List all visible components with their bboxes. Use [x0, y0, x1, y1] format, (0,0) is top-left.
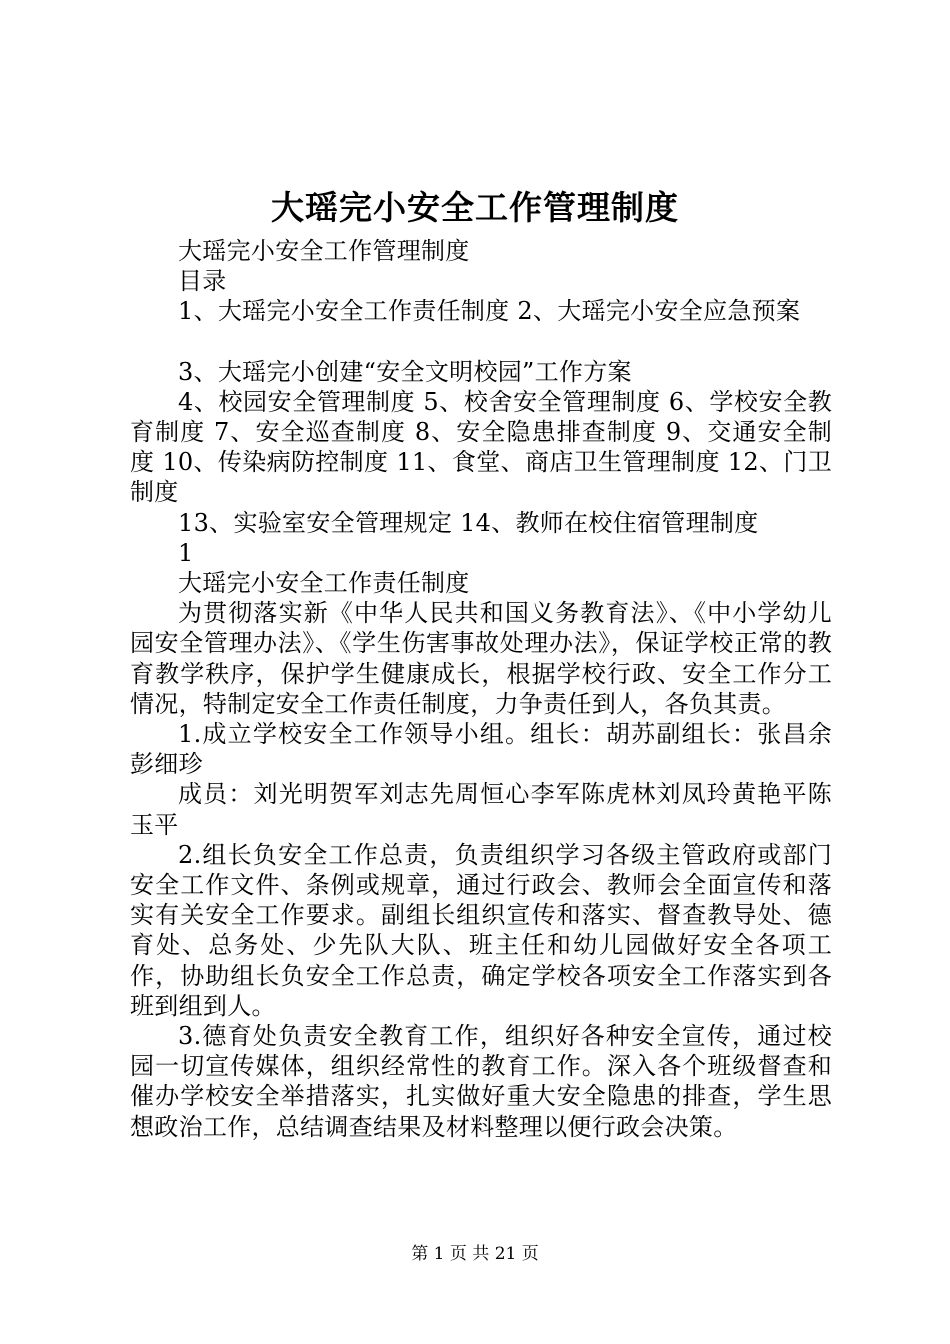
- paragraph-item-3: 3.德育处负责安全教育工作，组织好各种安全宣传，通过校园一切宣传媒体，组织经常性的教育工作。深入各个班级督查和催办学校安全举措落实，扎实做好重大安全隐患的排查，学生思想政治工作，总结调查结果及材料整理以便行政会决策。: [130, 1022, 832, 1141]
- paragraph-toc-4: 4、校园安全管理制度 5、校舍安全管理制度 6、学校安全教育制度 7、安全巡查制度 8、安全隐患排查制度 9、交通安全制度 10、传染病防控制度 11、食堂、商店卫生管理制度 12、门卫制度: [130, 387, 832, 507]
- paragraph-toc-13: 13、实验室安全管理规定 14、教师在校住宿管理制度: [178, 508, 759, 537]
- paragraph-item-1: 1.成立学校安全工作领导小组。组长：胡苏副组长：张昌余彭细珍: [130, 720, 832, 779]
- page-footer: 第 1 页 共 21 页: [411, 1244, 539, 1264]
- document-body: [130, 236, 832, 1142]
- paragraph-section-title: 大瑶完小安全工作责任制度: [178, 569, 470, 598]
- paragraph-members: 成员：刘光明贺军刘志先周恒心李军陈虎林刘凤玲黄艳平陈玉平: [130, 780, 832, 839]
- paragraph-toc-label: 目录: [178, 267, 227, 296]
- paragraph-toc-3: 3、大瑶完小创建“安全文明校园”工作方案: [178, 357, 632, 386]
- paragraph-toc-1: 1、大瑶完小安全工作责任制度 2、大瑶完小安全应急预案: [178, 297, 801, 326]
- document-title: 大瑶完小安全工作管理制度: [271, 188, 679, 227]
- paragraph-intro: 为贯彻落实新《中华人民共和国义务教育法》、《中小学幼儿园安全管理办法》、《学生伤害事故处理办法》，保证学校正常的教育教学秩序，保护学生健康成长，根据学校行政、安全工作分工情况，特制定安全工作责任制度，力争责任到人，各负其责。: [130, 599, 832, 718]
- paragraph-heading: 大瑶完小安全工作管理制度: [178, 237, 470, 265]
- paragraph-page-marker: 1: [178, 538, 194, 567]
- paragraph-item-2: 2.组长负安全工作总责，负责组织学习各级主管政府或部门安全工作文件、条例或规章，通过行政会、教师会全面宣传和落实有关安全工作要求。副组长组织宣传和落实、督查教导处、德育处、总务处、少先队大队、班主任和幼儿园做好安全各项工作，协助组长负安全工作总责，确定学校各项安全工作落实到各班到组到人。: [130, 840, 832, 1020]
